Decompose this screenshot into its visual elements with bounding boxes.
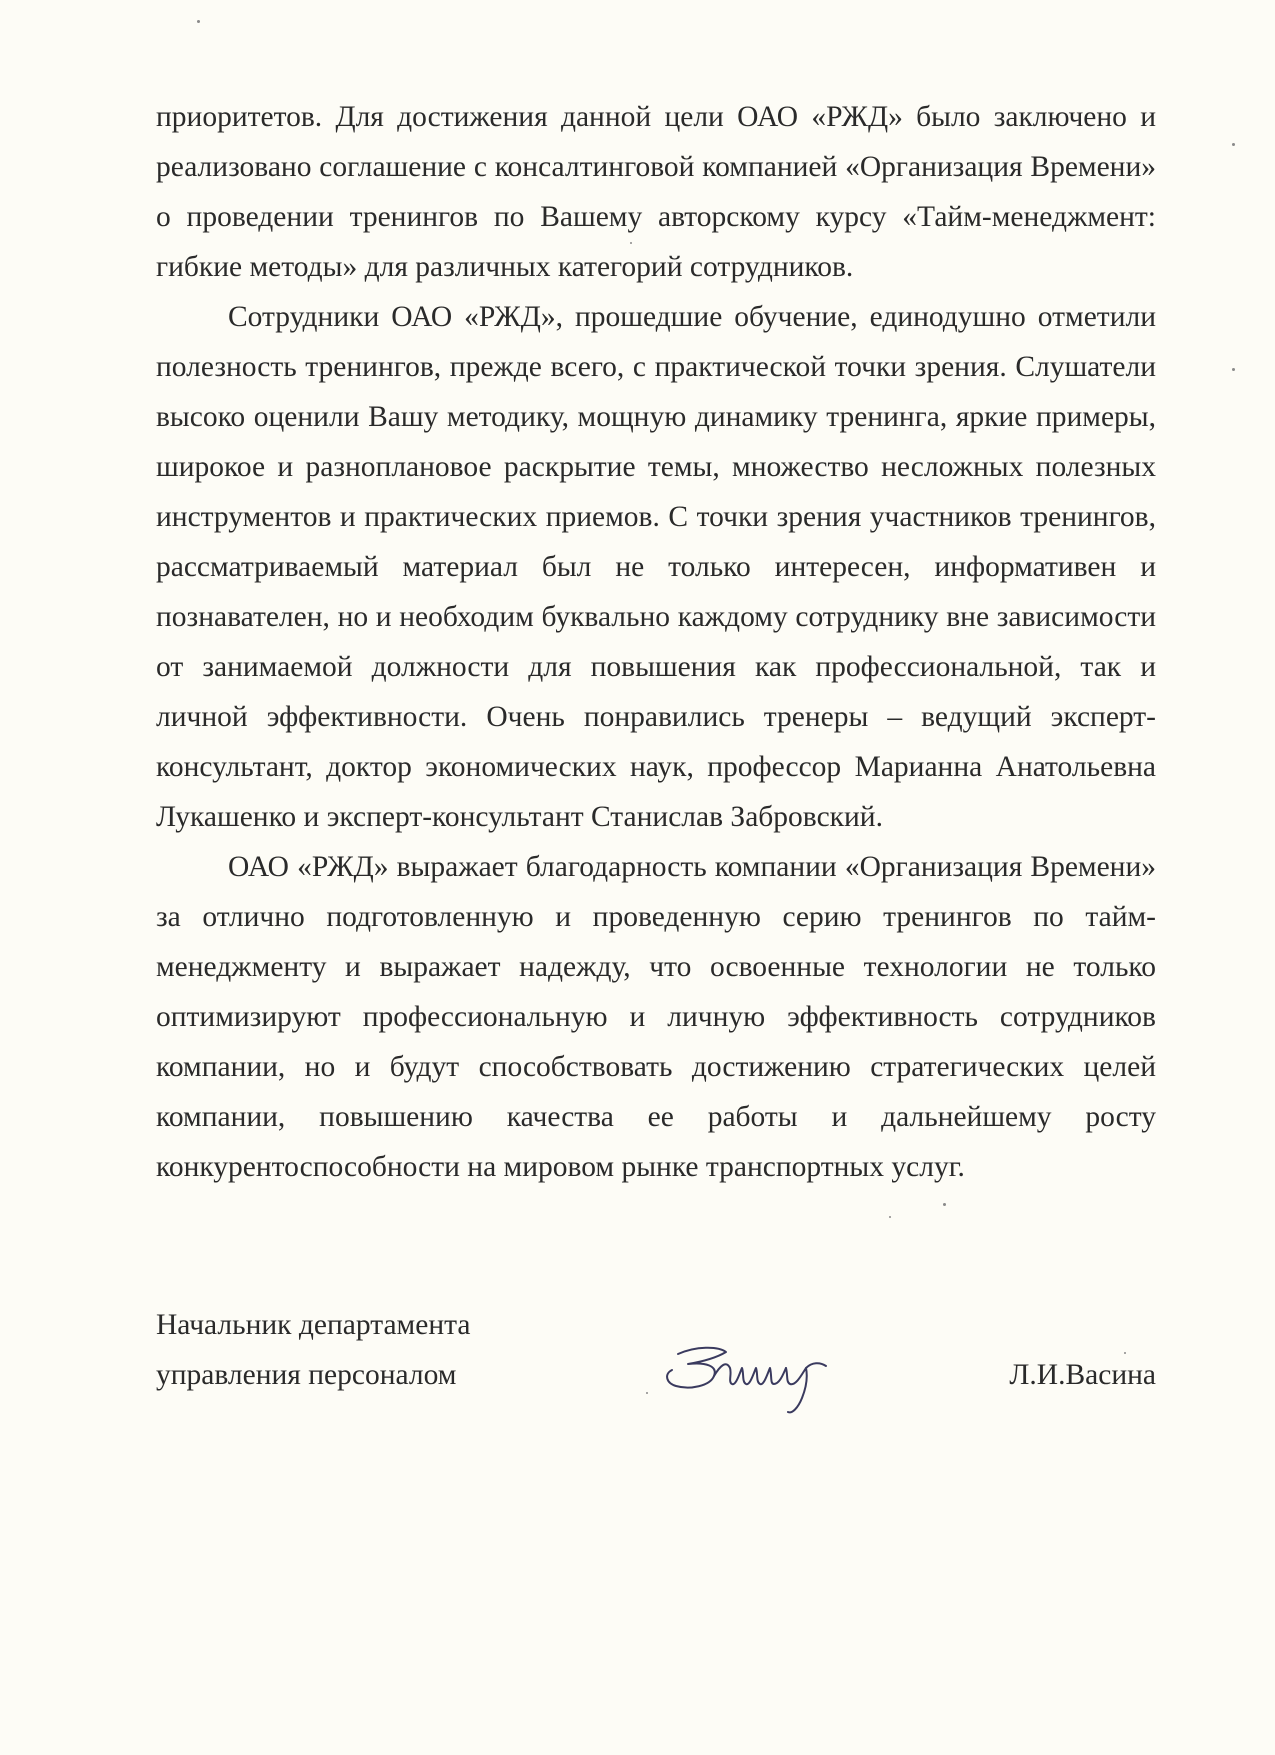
paragraph-gratitude: ОАО «РЖД» выражает благодарность компании «Организация Времени» за отлично подготовленную и проведенную серию тренингов по тайм-менеджменту и выражает надежду, что освоенные технологии не только оптимизируют профессиональную и личную эффективность сотрудников компании, но и будут способствовать достижению стратегических целей компании, повышению качества ее работы и дальнейшему росту конкурентоспособности на мировом рынке транспортных услуг. — [156, 851, 1156, 1183]
scan-speck — [1232, 368, 1235, 371]
scan-speck — [646, 1392, 648, 1394]
signatory-title-line2: управления персоналом — [156, 1359, 457, 1391]
handwritten-signature — [656, 1328, 856, 1418]
paragraph-feedback: Сотрудники ОАО «РЖД», прошедшие обучение, единодушно отметили полезность тренингов, прежде всего, с практической точки зрения. Слушатели высоко оценили Вашу методику, мощную динамику тренинга, яркие примеры, широкое и разноплановое раскрытие темы, множество несложных полезных инструментов и практических приемов. С точки зрения участников тренингов, рассматриваемый материал был не только интересен, информативен и познавателен, но и необходим буквально каждому сотруднику вне зависимости от занимаемой должности для повышения как профессиональной, так и личной эффективности. Очень понравились тренеры – ведущий эксперт-консультант, доктор экономических наук, профессор Марианна Анатольевна Лукашенко и эксперт-консультант Станислав Забровский. — [156, 301, 1156, 833]
scan-speck — [1232, 143, 1235, 146]
scan-speck — [1124, 1352, 1126, 1354]
scan-speck — [943, 1203, 946, 1206]
letter-body — [156, 92, 1156, 1192]
paragraph-continuation: приоритетов. Для достижения данной цели ОАО «РЖД» было заключено и реализовано соглашение с консалтинговой компанией «Организация Времени» о проведении тренингов по Вашему авторскому курсу «Тайм-менеджмент: гибкие методы» для различных категорий сотрудников. — [156, 101, 1156, 283]
scan-speck — [630, 242, 632, 244]
signatory-name: Л.И.Васина — [1009, 1359, 1156, 1391]
scan-speck — [889, 1216, 891, 1218]
signature-block — [156, 1300, 1156, 1420]
scan-speck — [197, 20, 200, 23]
signatory-title-line1: Начальник департамента — [156, 1309, 471, 1341]
